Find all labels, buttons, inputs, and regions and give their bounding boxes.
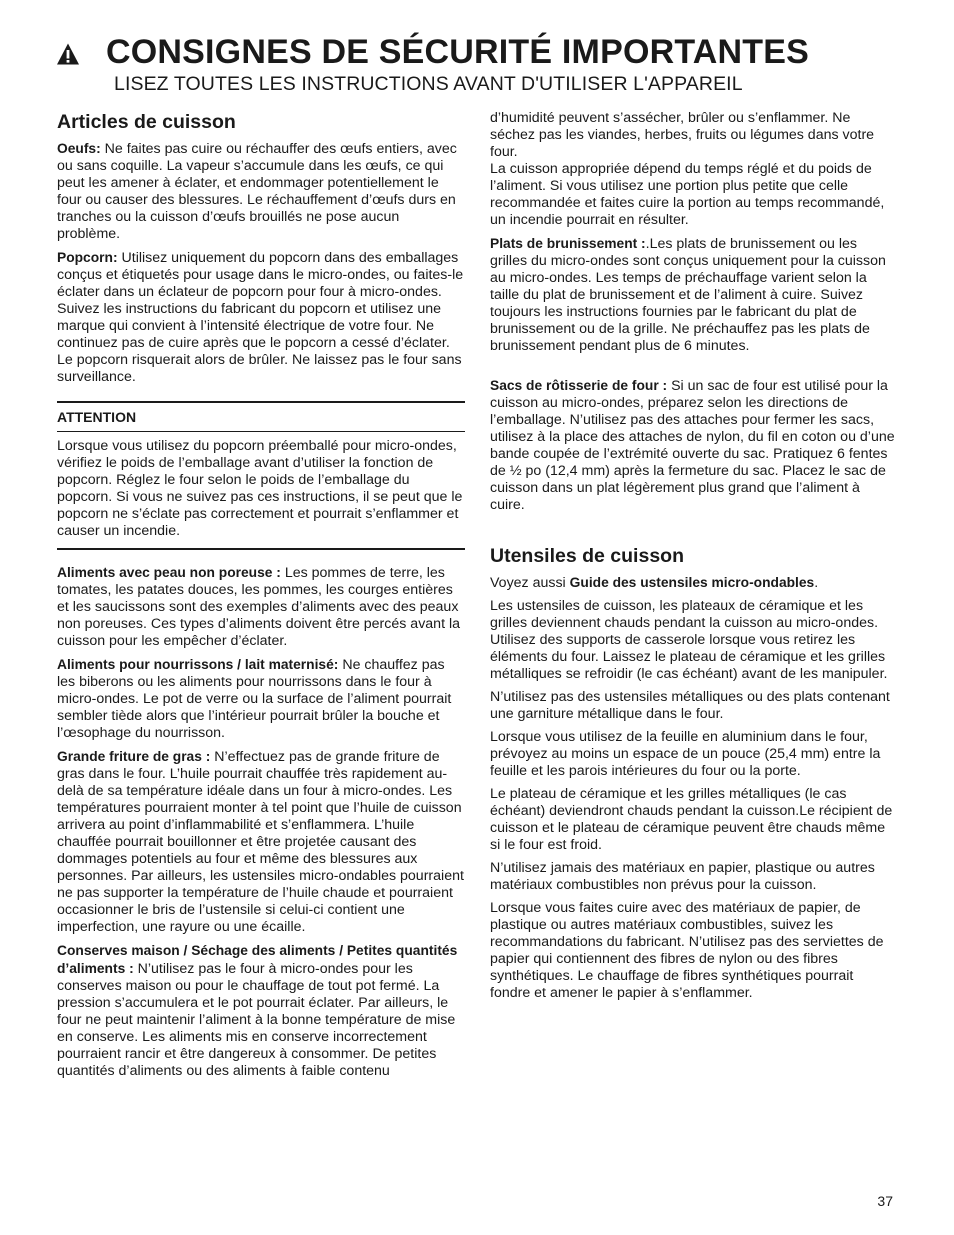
- text-oeufs: Ne faites pas cuire ou réchauffer des œufs entiers, avec ou sans coquille. La vapeur s’accumule dans les œufs, ce qui peut les amener à éclater, et endommager potentiellement le four ou causer des blessures. Le réchauffement d’œufs durs en tranches ou la cuisson d’œufs brouillés ne pose aucun problème.: [57, 141, 457, 242]
- warning-triangle-icon: [56, 42, 80, 66]
- label-popcorn: Popcorn:: [57, 250, 118, 265]
- paragraph-oeufs: [57, 140, 465, 243]
- label-friture: Grande friture de gras :: [57, 749, 211, 764]
- label-aliments-peau: Aliments avec peau non poreuse :: [57, 565, 281, 580]
- page-title: CONSIGNES DE SÉCURITÉ IMPORTANTES: [106, 33, 810, 71]
- left-column: [57, 110, 465, 1086]
- label-plats: Plats de brunissement :: [490, 236, 646, 251]
- page-header: [56, 30, 916, 95]
- page-number: 37: [877, 1193, 893, 1209]
- text-friture: N’effectuez pas de grande friture de gras dans le four. L’huile pourrait chauffée très rapidement au-delà de sa température idéale dans un four à micro-ondes. Les températures pourraient monter à tel point que l’huile de cuisson arrivera au point d’inflammabilité et s’enflammera. L’huile chauffée pourrait bouillonner et être projetée causant des dommages potentiels au four et même des blessures aux personnes. Par ailleurs, les ustensiles micro-ondables pourraient ne pas supporter la température de l’huile chaude et pourraient occasionner le bris de l’ustensile si celui-ci contient une imperfection, une rayure ou une écaille.: [57, 749, 464, 935]
- paragraph-utensiles-1: Les ustensiles de cuisson, les plateaux de céramique et les grilles deviennent chauds pendant la cuisson au micro-ondes. Utilisez des supports de casserole lorsque vous retirez les éléments du four. Laissez le plateau de céramique et les grilles métalliques se refroidir (le cas échéant) avant de les manipuler.: [490, 598, 888, 682]
- right-column: [490, 110, 895, 1008]
- voyez-prefix: Voyez aussi: [490, 575, 570, 591]
- paragraph-aliments-peau: [57, 564, 465, 650]
- paragraph-utensiles-2: N’utilisez pas des ustensiles métalliques ou des plats contenant une garniture métallique dans le four.: [490, 689, 890, 722]
- text-popcorn: Utilisez uniquement du popcorn dans des emballages conçus et étiquetés pour usage dans le micro-ondes, ou faites-le éclater dans un éclateur de popcorn pour four à micro-ondes. Suivez les instructions du fabricant du popcorn et utilisez une marque qui convient à l’intensité électrique de votre four. Ne continuez pas de cuire après que le popcorn a cessé d’éclater. Le popcorn risquerait alors de brûler. Ne laissez pas le four sans surveillance.: [57, 250, 464, 385]
- label-sacs: Sacs de rôtisserie de four :: [490, 378, 668, 393]
- attention-box: [57, 401, 465, 550]
- paragraph-plats: [490, 235, 895, 355]
- section-title-articles: Articles de cuisson: [57, 111, 236, 133]
- paragraph-popcorn: [57, 249, 465, 386]
- attention-text: Lorsque vous utilisez du popcorn préemballé pour micro-ondes, vérifiez le poids de l’emballage avant d’utiliser la fonction de popcorn. Réglez le four selon le poids de l’emballage du popcorn. Si vous ne suivez pas ces instructions, il se peut que le popcorn ne s’éclate pas correctement et pourrait s’enflammer et causer un incendie.: [57, 438, 463, 539]
- section-title-utensiles: Utensiles de cuisson: [490, 545, 684, 567]
- paragraph-sacs: [490, 377, 895, 514]
- label-oeufs: Oeufs:: [57, 141, 101, 156]
- paragraph-utensiles-5: N’utilisez jamais des matériaux en papier, plastique ou autres matériaux combustibles non prévus pour la cuisson.: [490, 860, 875, 893]
- paragraph-utensiles-4: Le plateau de céramique et les grilles métalliques (le cas échéant) deviendront chauds pendant la cuisson.Le récipient de cuisson et le plateau de céramique peuvent être chauds même si le four est froid.: [490, 786, 893, 853]
- text-conserves: N’utilisez pas le four à micro-ondes pour les conserves maison ou pour le chauffage de tout pot fermé. La pression s’accumulera et le pot pourrait éclater. Par ailleurs, le four ne peut maintenir l’aliment à la bonne température de mise en conserve. Les aliments mis en conserve incorrectement pourraient rancir et être dangereux à consommer. De petites quantités d’aliments ou des aliments à faible contenu: [57, 961, 456, 1079]
- paragraph-aliments-nourrissons: [57, 656, 465, 742]
- paragraph-voyez: [490, 574, 895, 592]
- voyez-link[interactable]: Guide des ustensiles micro-ondables: [569, 575, 815, 590]
- page-subtitle: LISEZ TOUTES LES INSTRUCTIONS AVANT D'UTILISER L'APPAREIL: [114, 73, 743, 95]
- text-aliments-nourrissons: Ne chauffez pas les biberons ou les aliments pour nourrissons dans le four à micro-ondes. Le pot de verre ou la surface de l’aliment pourrait sembler tiède alors que l’intérieur pourrait brûler la bouche et l’œsophage du nourrisson.: [57, 657, 452, 741]
- label-aliments-nourrissons: Aliments pour nourrissons / lait maternisé:: [57, 657, 339, 672]
- paragraph-utensiles-6: Lorsque vous faites cuire avec des matériaux de papier, de plastique ou autres matériaux combustibles, suivez les recommandations du fabricant. N’utilisez pas des serviettes de papier qui contiennent des fibres de nylon ou des fibres synthétiques. Le chauffage de fibres synthétiques pourrait fondre et amener le papier à s’enflammer.: [490, 900, 884, 1001]
- text-sacs: Si un sac de four est utilisé pour la cuisson au micro-ondes, préparez selon les directions de l’emballage. N’utilisez pas des attaches pour fermer les sacs, utilisez à la place des attaches de nylon, du fil en coton ou d’une bande coupée de l’extrémité ouverte du sac. Pratiquez 6 fentes de ½ po (12,4 mm) après la fermeture du sac. Placez le sac de cuisson dans un plat légèrement plus grand que l’aliment à cuire.: [490, 378, 895, 513]
- title-row: [56, 30, 916, 74]
- text-aliments-peau: Les pommes de terre, les tomates, les patates douces, les pommes, les courges entières et les saucissons sont des exemples d’aliments avec des peaux non poreuses. Ces types d’aliments doivent être percés avant la cuisson pour les empêcher d’éclater.: [57, 565, 460, 649]
- text-plats: .Les plats de brunissement ou les grilles du micro-ondes sont conçus uniquement pour la cuisson au micro-ondes. Les temps de préchauffage varient selon la taille du plat de brunissement et de l’aliment à cuire. Suivez toujours les instructions fournies par le fabricant du plat de brunissement ou de la grille. Ne préchauffez pas les plats de brunissement pendant plus de 6 minutes.: [490, 236, 886, 354]
- label-conserves: Conserves maison / Séchage des aliments / Petites quantités d’aliments :: [57, 943, 458, 976]
- paragraph-continuation-1: d’humidité peuvent s’assécher, brûler ou s’enflammer. Ne séchez pas les viandes, herbes, fruits ou légumes dans votre four.: [490, 110, 875, 160]
- paragraph-friture: [57, 748, 465, 936]
- paragraph-utensiles-3: Lorsque vous utilisez de la feuille en aluminium dans le four, prévoyez au moins un espace de un pouce (25,4 mm) entre la feuille et les parois intérieures du four ou la porte.: [490, 729, 881, 779]
- attention-title: ATTENTION: [57, 409, 465, 432]
- paragraph-continuation-2: La cuisson appropriée dépend du temps réglé et du poids de l’aliment. Si vous utilisez une portion plus petite que celle recommandée et faites cuire la portion au temps recommandé, un incendie pourrait en résulter.: [490, 161, 885, 228]
- paragraph-conserves: [57, 942, 465, 1080]
- voyez-suffix: .: [814, 575, 819, 591]
